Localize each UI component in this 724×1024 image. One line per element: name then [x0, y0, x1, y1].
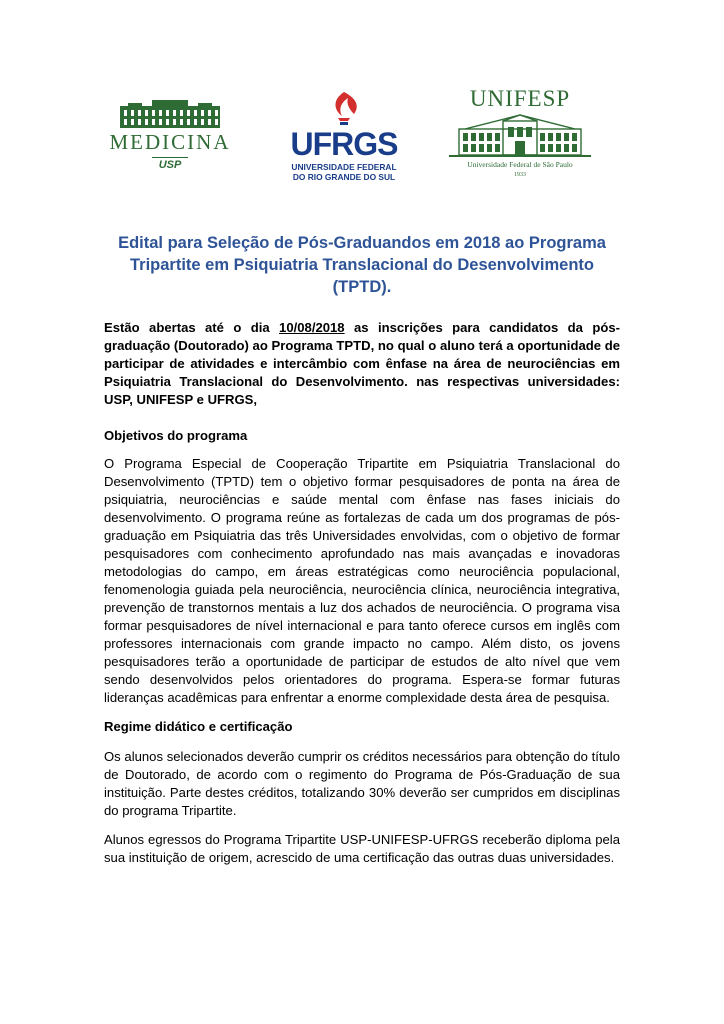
building-icon — [104, 98, 236, 130]
objetivos-paragraph: O Programa Especial de Cooperação Tripartite em Psiquiatria Translacional do Desenvolvimento (TPTD) tem o objetivo formar pesquisadores de ponta na área de psiquiatria, neurociências e saúde mental com ênfase nas fases iniciais do desenvolvimento. O programa reúne as fortalezas de cada um dos programas de pós-graduação em Psiquiatria das três Universidades envolvidas, com o objetivo de formar pesquisadores com conhecimento aprofundado nas mais avançadas e inovadoras metodologias do campo, em áreas estratégicas como neurociência populacional, fenomenologia guiada pela neurociência, neurociência clínica, neurociência integrativa, prevenção de transtornos mentais a luz dos achados de neurociência. O programa visa formar pesquisadores de nível internacional e para tanto oferece cursos em inglês com professores internacionais com grande impacto no campo. Além disto, os jovens pesquisadores terão a oportunidade de participar de estudos de alto nível que vem sendo desenvolvidos pelos orientadores do programa. Espera-se formar futuras lideranças acadêmicas para enfrentar a enorme complexidade desta área de pesquisa. — [104, 456, 620, 705]
medicina-wordmark: MEDICINA — [109, 130, 231, 154]
deadline-date: 10/08/2018 — [279, 320, 345, 335]
section-heading-objetivos: Objetivos do programa — [104, 428, 248, 443]
document-title: Edital para Seleção de Pós-Graduandos em 2018 ao Programa Tripartite em Psiquiatria Translacional do Desenvolvimento (TPTD). — [118, 234, 606, 296]
logo-bar — [0, 86, 724, 181]
unifesp-year: 1933 — [514, 172, 526, 178]
torch-flame-icon — [276, 90, 412, 128]
usp-wordmark: USP — [152, 157, 188, 173]
ufrgs-wordmark: UFRGS — [290, 126, 398, 162]
unifesp-subtitle: Universidade Federal de São Paulo — [467, 160, 573, 169]
ufrgs-subtitle-line1: UNIVERSIDADE FEDERAL — [291, 162, 397, 172]
university-building-icon — [445, 113, 595, 159]
ufrgs-logo — [276, 90, 412, 182]
intro-paragraph — [104, 319, 620, 409]
intro-text-before: Estão abertas até o dia — [104, 320, 280, 335]
medicina-usp-logo — [104, 98, 236, 172]
unifesp-wordmark: UNIFESP — [469, 86, 571, 111]
regime-paragraph-1: Os alunos selecionados deverão cumprir os créditos necessários para obtenção do título de Doutorado, de acordo com o regimento do Programa de Pós-Graduação de sua instituição. Parte destes créditos, totalizando 30% deverão ser cumpridos em disciplinas do programa Tripartite. — [104, 749, 620, 818]
unifesp-logo — [445, 86, 595, 182]
intro-text-after: as inscrições para candidatos da pós-graduação (Doutorado) ao Programa TPTD, no qual o aluno terá a oportunidade de participar de atividades e intercâmbio com ênfase na área de neurociências em Psiquiatria Translacional do Desenvolvimento. nas respectivas universidades: USP, UNIFESP e UFRGS, — [104, 320, 620, 407]
section-heading-regime: Regime didático e certificação — [104, 719, 293, 734]
ufrgs-subtitle-line2: DO RIO GRANDE DO SUL — [292, 172, 396, 182]
regime-paragraph-2: Alunos egressos do Programa Tripartite USP-UNIFESP-UFRGS receberão diploma pela sua instituição de origem, acrescido de uma certificação das outras duas universidades. — [104, 832, 620, 865]
